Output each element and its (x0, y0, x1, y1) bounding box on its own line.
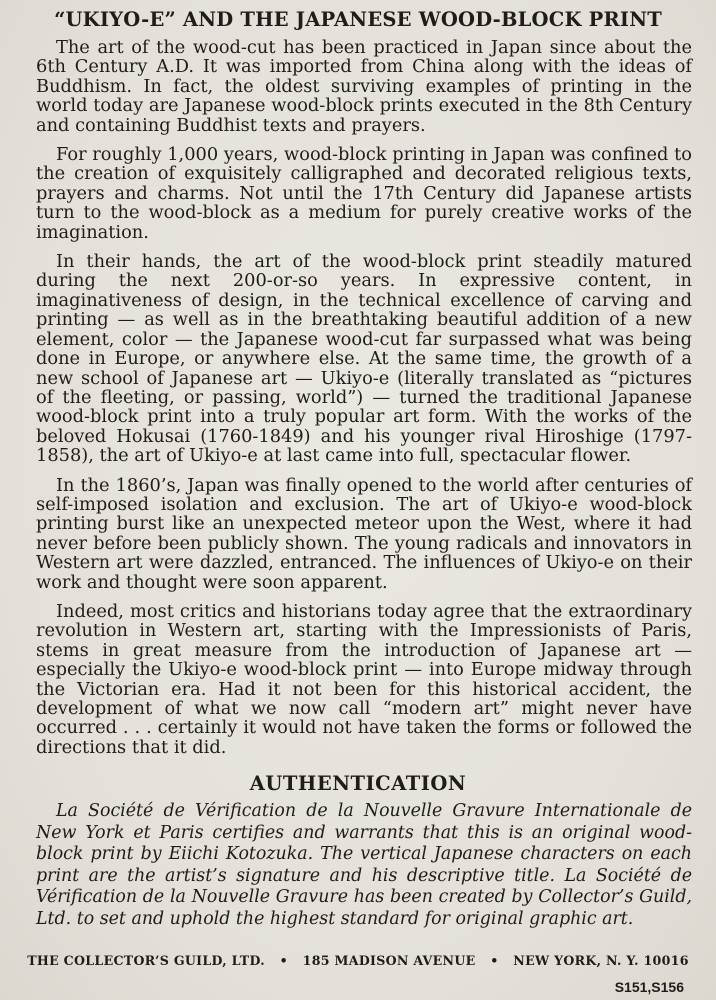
paragraph-2: For roughly 1,000 years, wood-block printing in Japan was confined to the creation of exquisitely calligraphed and decorated religious texts, prayers and charms. Not until the 17th Century did Japanese artists turn to the wood-block as a medium for purely creative works of the imagination. (36, 144, 692, 243)
footer-separator-2: • (490, 953, 499, 968)
authentication-heading: AUTHENTICATION (249, 772, 467, 795)
paragraph-5: Indeed, most critics and historians today agree that the extraordinary revolution in Western art, starting with the Impressionists of Paris, stems in great measure from the introduction of Japanese art — especially the Ukiyo-e wood-block print — into Europe midway through the Victorian era. Had it not been for this historical accident, the development of what we now call “modern art” might never have occurred . . . certainly it would not have taken the forms or followed the directions that it did. (36, 600, 692, 758)
body-text (36, 38, 692, 767)
footer-street: 185 MADISON AVENUE (302, 953, 476, 968)
footer-city: NEW YORK, N. Y. 10016 (513, 953, 689, 968)
paragraph-4: In the 1860’s, Japan was finally opened to the world after centuries of self-imposed isolation and exclusion. The art of Ukiyo-e wood-block printing burst like an unexpected meteor upon the West, where it had never before been publicly shown. The young radicals and innovators in Western art were dazzled, entranced. The influences of Ukiyo-e on their work and thought were soon apparent. (36, 474, 692, 593)
authentication-text: La Société de Vérification de la Nouvelle Gravure Internationale de New York et Paris certifies and warrants that this is an original wood-block print by Eiichi Kotozuka. The vertical Japanese characters on each print are the artist’s signature and his descriptive title. La Société de Vérification de la Nouvelle Gravure has been created by Collector’s Guild, Ltd. to set and uphold the highest standard for original graphic art. (36, 801, 692, 929)
document-title: “UKIYO-E” AND THE JAPANESE WOOD-BLOCK PRINT (54, 8, 662, 31)
catalog-code: S151,S156 (614, 979, 684, 995)
paragraph-1: The art of the wood-cut has been practiced in Japan since about the 6th Century A.D. It was imported from China along with the ideas of Buddhism. In fact, the oldest surviving examples of printing in the world today are Japanese wood-block prints executed in the 8th Century and containing Buddhist texts and prayers. (36, 37, 692, 136)
paragraph-3: In their hands, the art of the wood-block print steadily matured during the next 200-or-so years. In expressive content, in imaginativeness of design, in the technical excellence of carving and printing — as well as in the breathtaking beautiful addition of a new element, color — the Japanese wood-cut far surpassed what was being done in Europe, or anywhere else. At the same time, the growth of a new school of Japanese art — Ukiyo-e (literally translated as “pictures of the fleeting, or passing, world”) — turned the traditional Japanese wood-block print into a truly popular art form. With the works of the beloved Hokusai (1760-1849) and his younger rival Hiroshige (1797-1858), the art of Ukiyo-e at last came into full, spectacular flower. (36, 251, 692, 467)
footer-company: THE COLLECTOR’S GUILD, LTD. (27, 953, 265, 968)
footer-separator-1: • (279, 953, 288, 968)
footer-address (0, 953, 716, 968)
